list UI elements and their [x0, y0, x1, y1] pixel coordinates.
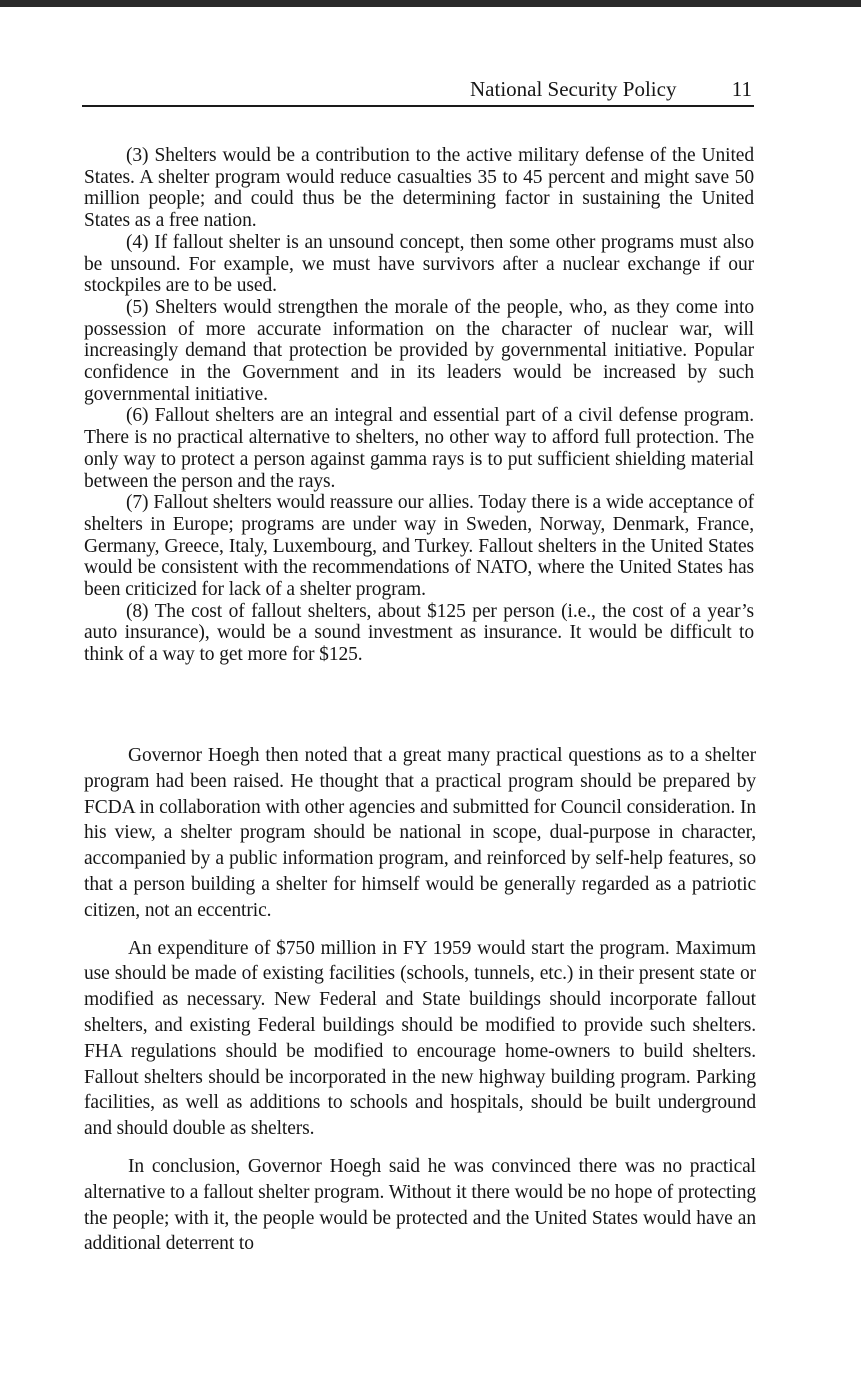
header-rule	[82, 105, 754, 107]
point-8: (8) The cost of fallout shelters, about $125 per person (i.e., the cost of a year’s auto insurance), would be a sound investment as insurance. It would be difficult to think of a way to get more for $125.	[84, 600, 754, 666]
numbered-points	[84, 145, 754, 666]
running-header	[470, 76, 752, 102]
point-5: (5) Shelters would strengthen the morale of the people, who, as they come into possession of more accurate information on the character of nuclear war, will increasingly demand that protection be provided by governmental initiative. Popular confidence in the Government and in its leaders would be increased by such governmental initiative.	[84, 296, 754, 405]
scan-top-edge	[0, 0, 861, 7]
point-4: (4) If fallout shelter is an unsound concept, then some other programs must also be unsound. For example, we must have survivors after a nuclear exchange if our stockpiles are to be used.	[84, 231, 754, 297]
point-7: (7) Fallout shelters would reassure our allies. Today there is a wide acceptance of shelters in Europe; programs are under way in Sweden, Norway, Denmark, France, Germany, Greece, Italy, Luxembourg, and Turkey. Fallout shelters in the United States would be consistent with the recommendations of NATO, where the United States has been criticized for lack of a shelter program.	[84, 492, 754, 601]
point-6: (6) Fallout shelters are an integral and essential part of a civil defense program. There is no practical alternative to shelters, no other way to afford full protection. The only way to protect a person against gamma rays is to put sufficient shielding material between the person and the rays.	[84, 405, 754, 492]
body-paragraph: Governor Hoegh then noted that a great many practical questions as to a shelter program had been raised. He thought that a practical program should be prepared by FCDA in collaboration with other agencies and submitted for Council consideration. In his view, a shelter program should be national in scope, dual-purpose in character, accompanied by a public information program, and reinforced by self-help features, so that a person building a shelter for himself would be generally regarded as a patriotic citizen, not an eccentric.	[84, 745, 756, 921]
body-paragraph: An expenditure of $750 million in FY 1959 would start the program. Maximum use should be made of existing facilities (schools, tunnels, etc.) in their present state or modified as necessary. New Federal and State buildings should incorporate fallout shelters, and existing Federal buildings should be modified to provide such shelters. FHA regulations should be modified to encourage home-owners to build shelters. Fallout shelters should be incorporated in the new highway building program. Parking facilities, as well as additions to schools and hospitals, should be built underground and should double as shelters.	[84, 937, 756, 1140]
point-3: (3) Shelters would be a contribution to the active military defense of the United States. A shelter program would reduce casualties 35 to 45 percent and might save 50 million people; and could thus be the determining factor in sustaining the United States as a free nation.	[84, 145, 754, 232]
running-title: National Security Policy	[470, 77, 677, 101]
body-text	[84, 743, 756, 1269]
page-number: 11	[731, 77, 752, 101]
body-paragraph: In conclusion, Governor Hoegh said he was convinced there was no practical alternative to a fallout shelter program. Without it there would be no hope of protecting the people; with it, the people would be protected and the United States would have an additional deterrent to	[84, 1155, 756, 1255]
